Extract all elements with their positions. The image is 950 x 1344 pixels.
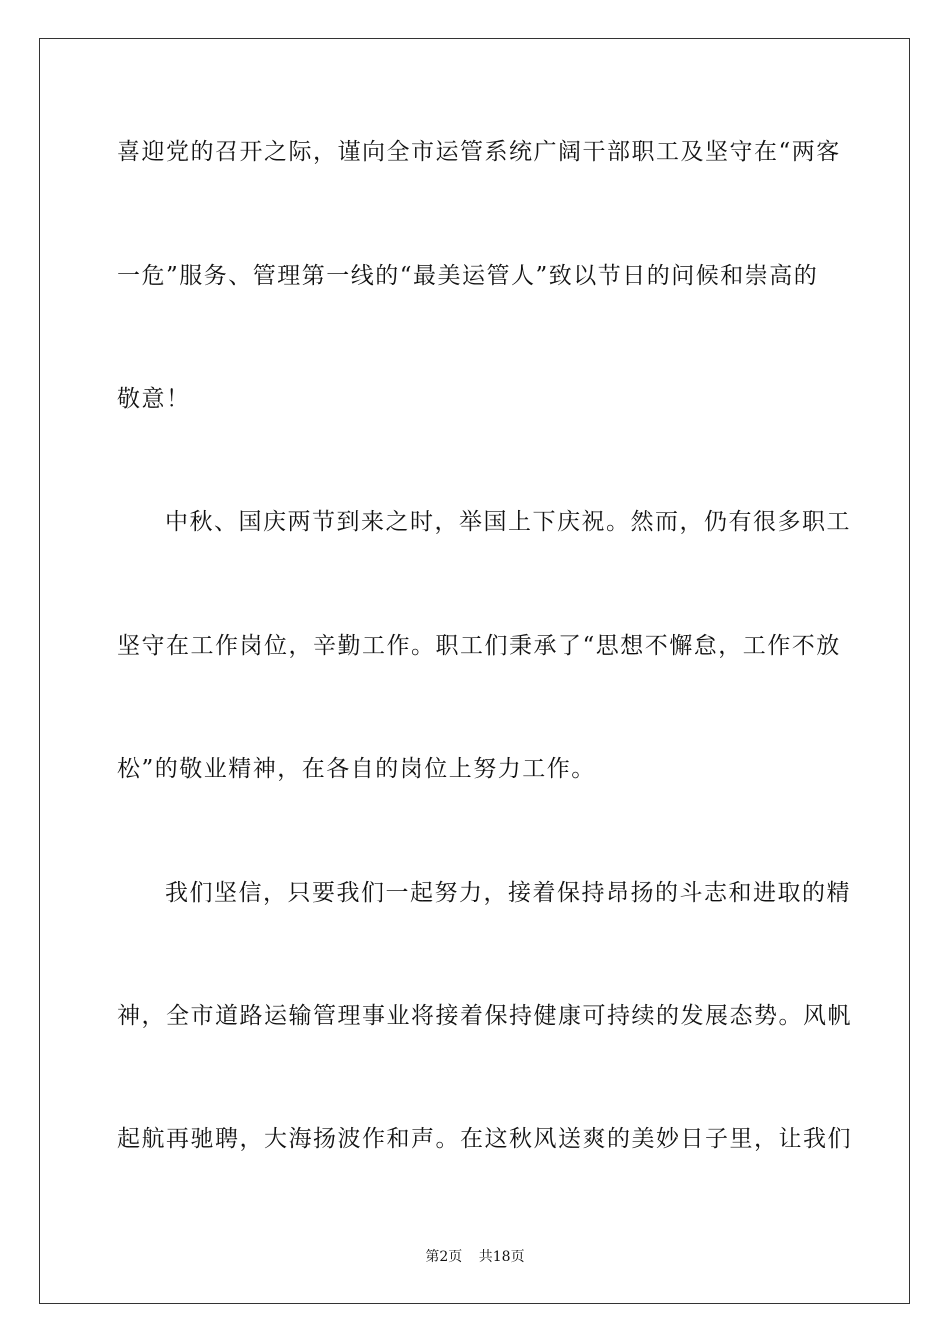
text-line-8: 神，全市道路运输管理事业将接着保持健康可持续的发展态势。风帆	[117, 1003, 852, 1029]
text-line-5: 坚守在工作岗位，辛勤工作。职工们秉承了“思想不懈怠，工作不放	[117, 633, 841, 659]
text-line-6: 松”的敬业精神，在各自的岗位上努力工作。	[117, 756, 596, 782]
text-line-7: 我们坚信，只要我们一起努力，接着保持昂扬的斗志和进取的精	[165, 880, 851, 906]
page-footer	[0, 1248, 950, 1266]
text-line-3: 敬意！	[117, 386, 191, 412]
text-line-2: 一危”服务、管理第一线的“最美运管人”致以节日的问候和崇高的	[117, 263, 819, 289]
text-line-4: 中秋、国庆两节到来之时，举国上下庆祝。然而，仍有很多职工	[165, 509, 851, 535]
page-total: 共18页	[478, 1249, 525, 1265]
text-line-9: 起航再驰聘，大海扬波作和声。在这秋风送爽的美妙日子里，让我们	[117, 1126, 852, 1152]
text-line-1: 喜迎党的召开之际，谨向全市运管系统广阔干部职工及坚守在“两客	[117, 139, 841, 165]
page-number: 第2页	[425, 1249, 463, 1265]
page-border	[39, 38, 910, 1304]
